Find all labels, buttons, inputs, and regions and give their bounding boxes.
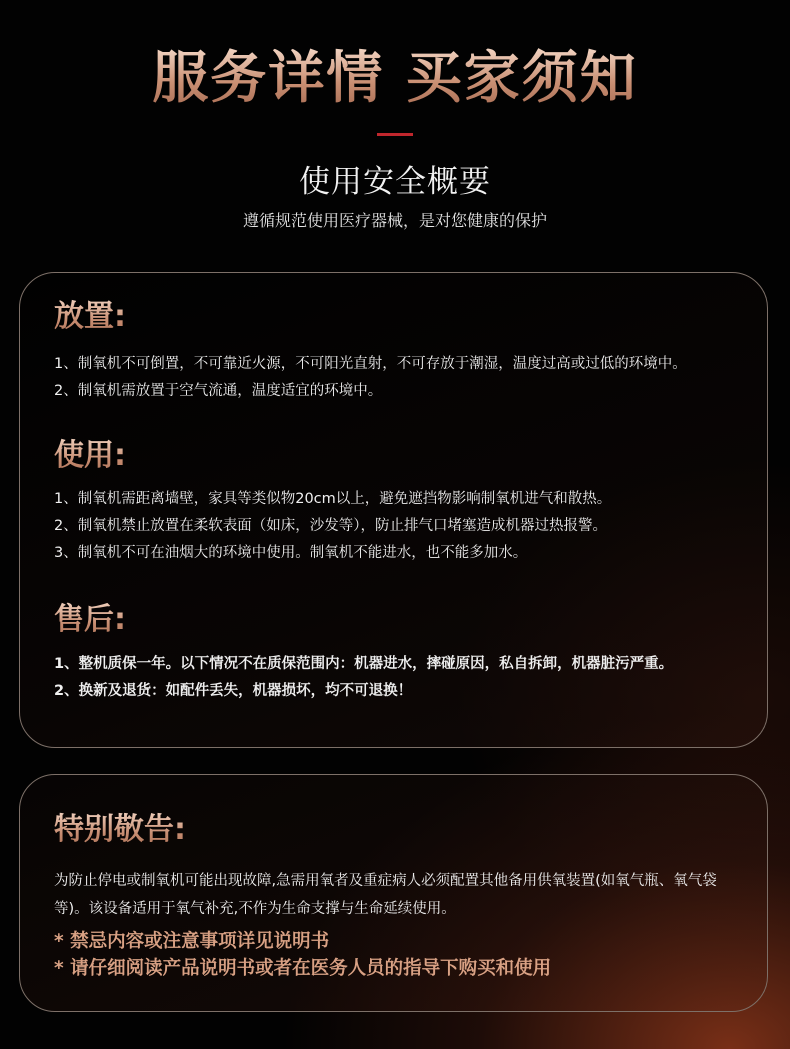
after-sales-item: 1、整机质保一年。以下情况不在质保范围内：机器进水，摔碰原因，私自拆卸，机器脏污严重。 (54, 656, 674, 672)
warning-text: 为防止停电或制氧机可能出现故障,急需用氧者及重症病人必须配置其他备用供氧装置(如氧气瓶、氧气袋等)。该设备适用于氧气补充,不作为生命支撑与生命延续使用。 (54, 873, 717, 917)
placement-item: 1、制氧机不可倒置，不可靠近火源，不可阳光直射，不可存放于潮湿，温度过高或过低的环境中。 (54, 356, 687, 372)
after-sales-title: 售后: (54, 599, 126, 641)
after-sales-item: 2、换新及退货：如配件丢失，机器损坏，均不可退换！ (54, 683, 413, 699)
warning-note: * 禁忌内容或注意事项详见说明书 (54, 931, 330, 952)
warning-note: * 请仔细阅读产品说明书或者在医务人员的指导下购买和使用 (54, 958, 552, 979)
page-title: 服务详情 买家须知 (0, 44, 790, 114)
placement-item: 2、制氧机需放置于空气流通，温度适宜的环境中。 (54, 383, 383, 399)
title-divider (377, 133, 413, 136)
section-subheading: 遵循规范使用医疗器械，是对您健康的保护 (242, 211, 547, 230)
usage-item: 3、制氧机不可在油烟大的环境中使用。制氧机不能进水，也不能多加水。 (54, 545, 528, 561)
usage-item: 1、制氧机需距离墙壁，家具等类似物20cm以上，避免遮挡物影响制氧机进气和散热。 (54, 491, 612, 507)
safety-info-card (19, 272, 768, 748)
usage-item: 2、制氧机禁止放置在柔软表面（如床，沙发等），防止排气口堵塞造成机器过热报警。 (54, 518, 607, 534)
placement-title: 放置: (54, 296, 126, 338)
special-warning-card (19, 774, 768, 1012)
warning-title: 特别敬告: (54, 809, 186, 851)
usage-title: 使用: (54, 435, 126, 477)
section-heading: 使用安全概要 (299, 164, 491, 200)
